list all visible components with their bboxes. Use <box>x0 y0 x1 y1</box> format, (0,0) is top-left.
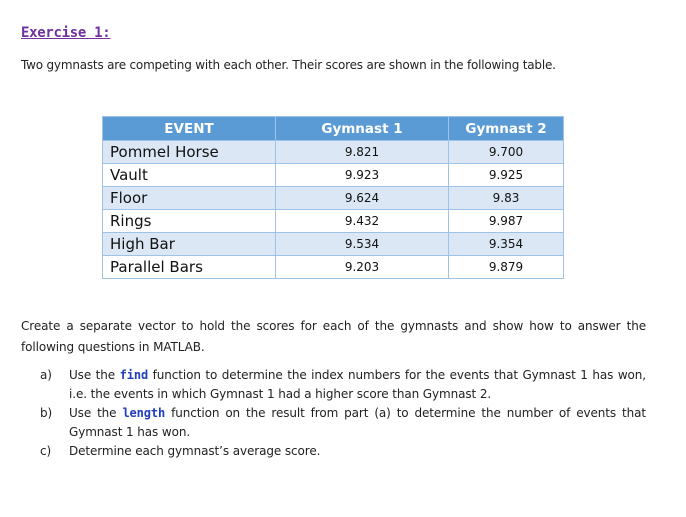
gymnast-2-score: 9.925 <box>449 164 564 187</box>
table-row <box>103 164 564 187</box>
table-row <box>103 256 564 279</box>
question-item <box>40 366 646 404</box>
scores-table <box>102 116 564 279</box>
question-marker: c) <box>40 444 52 458</box>
event-cell: Rings <box>103 210 276 233</box>
event-cell: Vault <box>103 164 276 187</box>
question-marker: b) <box>40 406 53 420</box>
code-keyword: length <box>122 406 166 420</box>
gymnast-2-score: 9.700 <box>449 141 564 164</box>
exercise-title: Exercise 1: <box>21 25 111 41</box>
gymnast-1-score: 9.534 <box>276 233 449 256</box>
question-text: Determine each gymnast’s average score. <box>69 444 321 458</box>
question-item <box>40 404 646 442</box>
table-row <box>103 210 564 233</box>
question-text: Use the <box>69 406 123 420</box>
header-gymnast-1: Gymnast 1 <box>276 117 449 141</box>
question-marker: a) <box>40 368 52 382</box>
question-item <box>40 442 646 461</box>
gymnast-2-score: 9.354 <box>449 233 564 256</box>
code-keyword: find <box>119 368 149 382</box>
gymnast-2-score: 9.879 <box>449 256 564 279</box>
gymnast-2-score: 9.83 <box>449 187 564 210</box>
intro-text: Two gymnasts are competing with each other. Their scores are shown in the following table. <box>21 58 556 72</box>
question-text: function on the result from part (a) to determine the number of events that Gymnast 1 has won. <box>69 406 646 439</box>
question-list <box>40 366 646 461</box>
event-cell: Parallel Bars <box>103 256 276 279</box>
gymnast-1-score: 9.923 <box>276 164 449 187</box>
header-gymnast-2: Gymnast 2 <box>449 117 564 141</box>
table-row <box>103 233 564 256</box>
gymnast-1-score: 9.821 <box>276 141 449 164</box>
gymnast-1-score: 9.624 <box>276 187 449 210</box>
gymnast-2-score: 9.987 <box>449 210 564 233</box>
question-text: function to determine the index numbers for the events that Gymnast 1 has won, i.e. the events in which Gymnast 1 had a higher score than Gymnast 2. <box>69 368 646 401</box>
event-cell: Pommel Horse <box>103 141 276 164</box>
table-header-row <box>103 117 564 141</box>
event-cell: High Bar <box>103 233 276 256</box>
gymnast-1-score: 9.203 <box>276 256 449 279</box>
question-text: Use the <box>69 368 120 382</box>
table-row <box>103 141 564 164</box>
event-cell: Floor <box>103 187 276 210</box>
header-event: EVENT <box>103 117 276 141</box>
gymnast-1-score: 9.432 <box>276 210 449 233</box>
table-row <box>103 187 564 210</box>
instruction-text: Create a separate vector to hold the scores for each of the gymnasts and show how to answer the following questions in MATLAB. <box>21 319 646 354</box>
